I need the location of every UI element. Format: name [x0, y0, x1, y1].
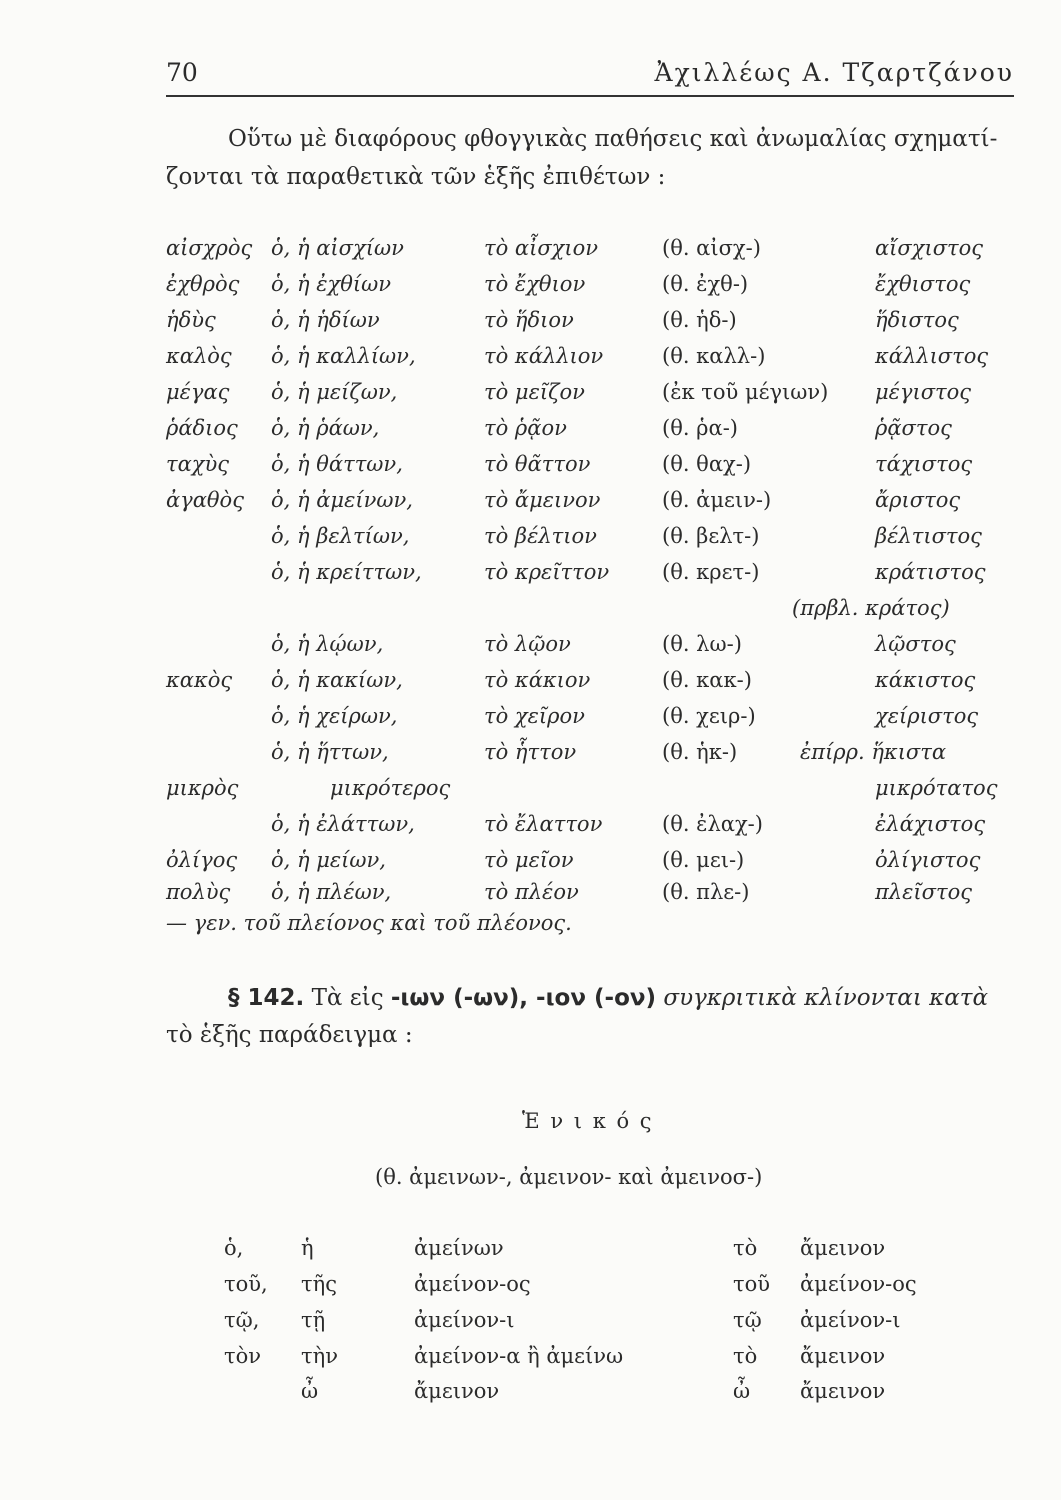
comparative-stem: (θ. ῥα-)	[662, 416, 739, 440]
comparative-neut: τὸ πλέον	[484, 880, 579, 904]
comparative-stem: (θ. ἡδ-)	[662, 308, 737, 332]
running-title: Ἀχιλλέως Α. Τζαρτζάνου	[654, 58, 1014, 87]
comparative-pos: ταχὺς	[166, 452, 230, 476]
comparative-pos: πολὺς	[166, 880, 231, 904]
declension-n-art: τὸ	[733, 1236, 758, 1260]
comparative-stem: (θ. θαχ-)	[662, 452, 752, 476]
comparative-comp: ὁ, ἡ κακίων,	[271, 668, 403, 692]
declension-n-form: ἄμεινον	[800, 1344, 886, 1368]
declension-n-form: ἀμείνον-ος	[800, 1272, 917, 1296]
comparative-sup: τάχιστος	[875, 452, 973, 476]
comparative-comp: ὁ, ἡ μείων,	[271, 848, 386, 872]
section-number: § 142.	[228, 985, 305, 1011]
comparative-comp: ὁ, ἡ ἐχθίων	[271, 272, 392, 296]
comparative-sup: κράτιστος	[875, 560, 986, 584]
comparative-neut: τὸ αἶσχιον	[484, 236, 599, 260]
comparative-sup: ἐπίρρ. ἥκιστα	[800, 740, 947, 764]
comparative-neut: τὸ ἧττον	[484, 740, 577, 764]
declension-a1: ὁ,	[224, 1236, 244, 1260]
comparative-stem: (θ. καλλ-)	[662, 344, 766, 368]
comparative-stem: (θ. αἰσχ-)	[662, 236, 761, 260]
comparative-sup: μικρότατος	[875, 776, 998, 800]
comparative-sup: ἥδιστος	[875, 308, 959, 332]
comparative-sup: ὀλίγιστος	[875, 848, 981, 872]
comparative-stem: (θ. χειρ-)	[662, 704, 756, 728]
comparative-pos: μικρὸς	[166, 776, 239, 800]
comparative-neut: τὸ ἔχθιον	[484, 272, 586, 296]
declension-form: ἀμείνον-ος	[414, 1272, 531, 1296]
comparative-neut: τὸ ἄμεινον	[484, 488, 601, 512]
comparative-stem: (ἐκ τοῦ μέγιων)	[662, 380, 829, 404]
declension-n-art: τῷ	[733, 1308, 762, 1332]
comparative-neut: τὸ κρεῖττον	[484, 560, 610, 584]
declension-form: ἄμεινον	[414, 1379, 500, 1403]
comparative-pos: αἰσχρὸς	[166, 236, 253, 260]
declension-form: ἀμείνον-ι	[414, 1308, 515, 1332]
comparative-sup: χείριστος	[875, 704, 979, 728]
genitive-note: — γεν. τοῦ πλείονος καὶ τοῦ πλέονος.	[166, 911, 572, 935]
comparative-sup: λῷστος	[875, 632, 956, 656]
declension-n-art: τοῦ	[733, 1272, 771, 1296]
comparative-stem: (θ. ἀμειν-)	[662, 488, 772, 512]
comparative-stem: (θ. λω-)	[662, 632, 742, 656]
declension-a1: τῷ,	[224, 1308, 260, 1332]
comparative-stem: (θ. ἡκ-)	[662, 740, 738, 764]
declension-a2: τὴν	[301, 1344, 338, 1368]
comparative-neut: τὸ θᾶττον	[484, 452, 591, 476]
comparative-pos: ἐχθρὸς	[166, 272, 240, 296]
comparative-comp: ὁ, ἡ βελτίων,	[271, 524, 410, 548]
comparative-comp: ὁ, ἡ ἡδίων	[271, 308, 380, 332]
comparative-neut: τὸ κάκιον	[484, 668, 591, 692]
comparative-stem: (θ. μει-)	[662, 848, 745, 872]
comparative-neut: τὸ ἔλαττον	[484, 812, 603, 836]
declension-n-form: ἄμεινον	[800, 1236, 886, 1260]
declension-a2: τῆς	[301, 1272, 337, 1296]
comparative-stem: (θ. κρετ-)	[662, 560, 760, 584]
declension-form: ἀμείνον-α ἢ ἀμείνω	[414, 1344, 624, 1368]
comparative-sup: μέγιστος	[875, 380, 972, 404]
comparative-neut: τὸ μεῖον	[484, 848, 574, 872]
comparative-neut: τὸ χεῖρον	[484, 704, 585, 728]
comparative-comp: ὁ, ἡ χείρων,	[271, 704, 398, 728]
intro-line-1: Οὕτω μὲ διαφόρους φθογγικὰς παθήσεις καὶ ἀνωμαλίας σχηματί-	[228, 126, 998, 152]
comparative-pos: μέγας	[166, 380, 230, 404]
comparative-neut: τὸ ἥδιον	[484, 308, 574, 332]
comparative-comp: ὁ, ἡ ἐλάττων,	[271, 812, 415, 836]
comparative-comp: ὁ, ἡ αἰσχίων	[271, 236, 404, 260]
comparative-comp: ὁ, ἡ πλέων,	[271, 880, 392, 904]
comparative-stem: (θ. ἐλαχ-)	[662, 812, 763, 836]
header-rule	[166, 95, 1014, 97]
comparative-comp: ὁ, ἡ ἀμείνων,	[271, 488, 413, 512]
comparative-comp: ὁ, ἡ κρείττων,	[271, 560, 422, 584]
comparative-pos: καλὸς	[166, 344, 232, 368]
comparative-sup: ἐλάχιστος	[875, 812, 986, 836]
comparative-sup: ῥᾷστος	[875, 416, 952, 440]
section-line-2: τὸ ἑξῆς παράδειγμα :	[166, 1022, 413, 1048]
comparative-sup: ἔχθιστος	[875, 272, 971, 296]
section-rest: συγκριτικὰ κλίνονται κατὰ	[663, 985, 989, 1011]
comparative-neut: τὸ κάλλιον	[484, 344, 604, 368]
comparative-stem: (θ. βελτ-)	[662, 524, 760, 548]
declension-n-art: τὸ	[733, 1344, 758, 1368]
comparative-sup: βέλτιστος	[875, 524, 982, 548]
comparative-pos: ὀλίγος	[166, 848, 238, 872]
comparative-neut: τὸ ῥᾷον	[484, 416, 567, 440]
comparative-pos: ἡδὺς	[166, 308, 216, 332]
comparative-sup: κάκιστος	[875, 668, 976, 692]
comparative-stem: (θ. ἐχθ-)	[662, 272, 749, 296]
declension-n-art: ὦ	[733, 1379, 751, 1403]
declension-a2: ὦ	[301, 1379, 319, 1403]
declension-a1: τὸν	[224, 1344, 262, 1368]
comparative-neut: τὸ λῷον	[484, 632, 571, 656]
comparative-comp: ὁ, ἡ καλλίων,	[271, 344, 416, 368]
declension-n-form: ἄμεινον	[800, 1379, 886, 1403]
comparative-comp: μικρότερος	[330, 776, 451, 800]
section-lead: Τὰ εἰς	[311, 985, 384, 1011]
comparative-pos: κακὸς	[166, 668, 233, 692]
declension-stems: (θ. ἀμεινων-, ἀμεινον- καὶ ἀμεινοσ-)	[375, 1165, 763, 1189]
comparative-comp: ὁ, ἡ λῴων,	[271, 632, 384, 656]
page-number: 70	[166, 58, 198, 87]
declension-a1: τοῦ,	[224, 1272, 268, 1296]
comparative-pos: ἀγαθὸς	[166, 488, 244, 512]
comparative-sup: πλεῖστος	[875, 880, 972, 904]
comparative-sup: αἴσχιστος	[875, 236, 984, 260]
declension-n-form: ἀμείνον-ι	[800, 1308, 901, 1332]
comparative-neut: τὸ μεῖζον	[484, 380, 585, 404]
section-endings: -ιων (-ων), -ιον (-ον)	[390, 985, 657, 1011]
comparative-neut: τὸ βέλτιον	[484, 524, 597, 548]
comparative-comp: ὁ, ἡ ἥττων,	[271, 740, 389, 764]
intro-line-2: ζονται τὰ παραθετικὰ τῶν ἑξῆς ἐπιθέτων :	[166, 164, 666, 190]
declension-heading: Ἑ ν ι κ ό ς	[522, 1109, 654, 1133]
comparative-pos: ῥάδιος	[166, 416, 238, 440]
declension-a2: ἡ	[301, 1236, 314, 1260]
comparative-sup: ἄριστος	[875, 488, 961, 512]
comparative-comp: ὁ, ἡ θάττων,	[271, 452, 403, 476]
comparative-stem: (θ. κακ-)	[662, 668, 752, 692]
declension-form: ἀμείνων	[414, 1236, 504, 1260]
comparative-sup: κάλλιστος	[875, 344, 989, 368]
comparative-comp: ὁ, ἡ μείζων,	[271, 380, 398, 404]
comparative-comp: ὁ, ἡ ῥάων,	[271, 416, 380, 440]
section-line-1	[228, 985, 988, 1011]
declension-a2: τῇ	[301, 1308, 326, 1332]
comparative-stem: (θ. πλε-)	[662, 880, 750, 904]
comparative-sup: (πρβλ. κράτος)	[792, 596, 950, 620]
